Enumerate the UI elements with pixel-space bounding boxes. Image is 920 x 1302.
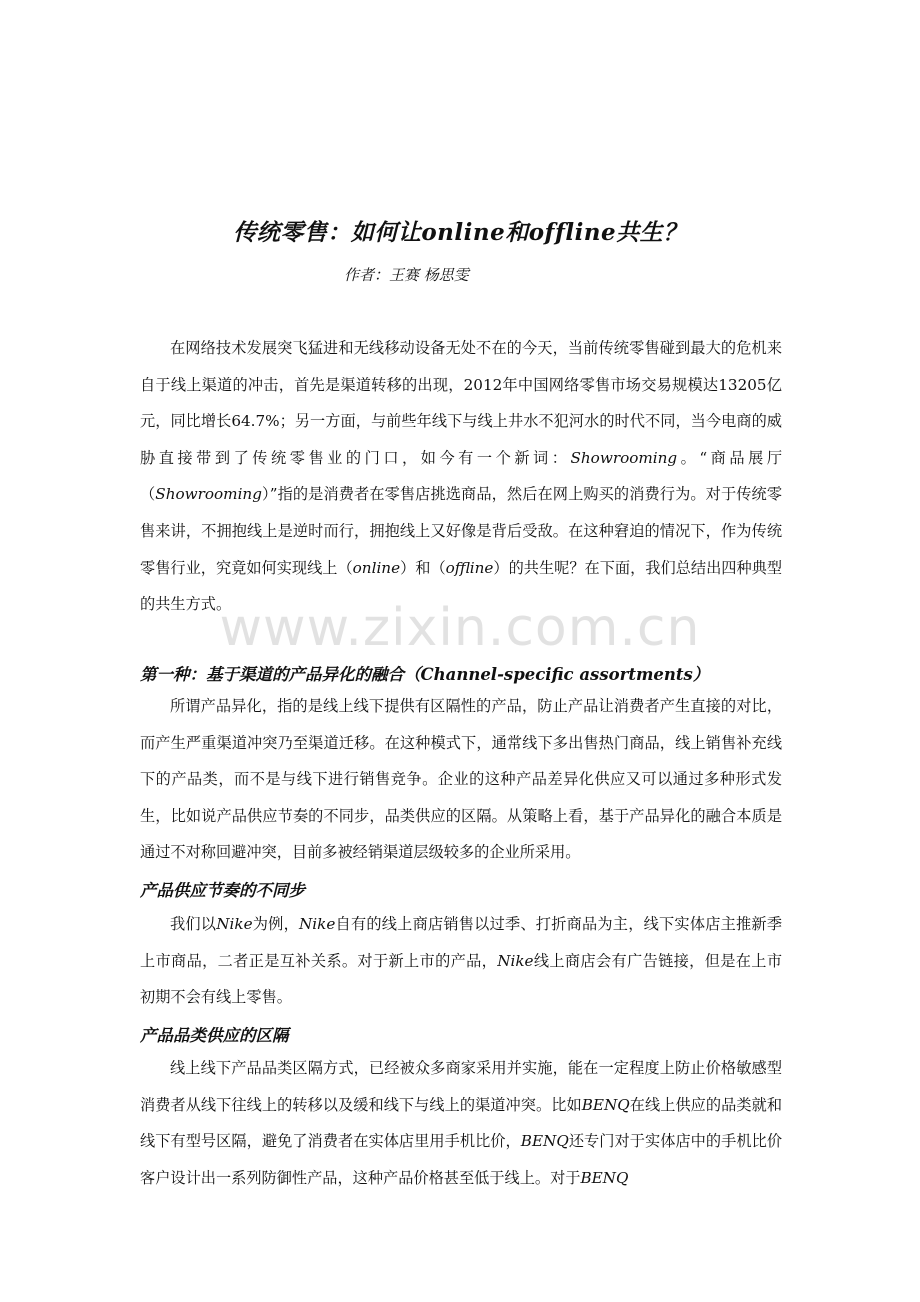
watermark: www.zixin.com.cn bbox=[219, 598, 701, 658]
section-heading-category-separation: 产品品类供应的区隔 bbox=[140, 1026, 289, 1045]
author-line: 作者：王赛 杨思雯 bbox=[344, 266, 469, 284]
section-heading-supply-rhythm: 产品供应节奏的不同步 bbox=[140, 881, 305, 900]
section-heading-channel-specific: 第一种：基于渠道的产品异化的融合（Channel-specific assortments） bbox=[140, 665, 710, 684]
section-paragraph-channel-specific: 所谓产品异化，指的是线上线下提供有区隔性的产品，防止产品让消费者产生直接的对比，而产生严重渠道冲突乃至渠道迁移。在这种模式下，通常线下多出售热门商品，线上销售补充线下的产品类，而不是与线下进行销售竞争。企业的这种产品差异化供应又可以通过多种形式发生，比如说产品供应节奏的不同步，品类供应的区隔。从策略上看，基于产品异化的融合本质是通过不对称回避冲突，目前多被经销渠道层级较多的企业所采用。 bbox=[140, 697, 782, 862]
page-title: 传统零售：如何让online和offline共生？ bbox=[233, 219, 687, 246]
intro-paragraph: 在网络技术发展突飞猛进和无线移动设备无处不在的今天，当前传统零售碰到最大的危机来自于线上渠道的冲击，首先是渠道转移的出现，2012年中国网络零售市场交易规模达13205亿元，同比增长64.7%；另一方面，与前些年线下与线上井水不犯河水的时代不同，当今电商的威胁直接带到了传统零售业的门口，如今有一个新词：Showrooming。“商品展厅（Showrooming）”指的是消费者在零售店挑选商品，然后在网上购买的消费行为。对于传统零售来讲，不拥抱线上是逆时而行，拥抱线上又好像是背后受敌。在这种窘迫的情况下，作为传统零售行业，究竟如何实现线上（online）和（offline）的共生呢？在下面，我们总结出四种典型的共生方式。 bbox=[140, 339, 783, 614]
section-paragraph-category-separation: 线上线下产品品类区隔方式，已经被众多商家采用并实施，能在一定程度上防止价格敏感型消费者从线下往线上的转移以及缓和线下与线上的渠道冲突。比如BENQ在线上供应的品类就和线下有型号区隔，避免了消费者在实体店里用手机比价，BENQ还专门对于实体店中的手机比价客户设计出一系列防御性产品，这种产品价格甚至低于线上。对于BENQ bbox=[140, 1059, 783, 1187]
section-paragraph-supply-rhythm: 我们以Nike为例，Nike自有的线上商店销售以过季、打折商品为主，线下实体店主推新季上市商品，二者正是互补关系。对于新上市的产品，Nike线上商店会有广告链接，但是在上市初期不会有线上零售。 bbox=[140, 915, 783, 1007]
